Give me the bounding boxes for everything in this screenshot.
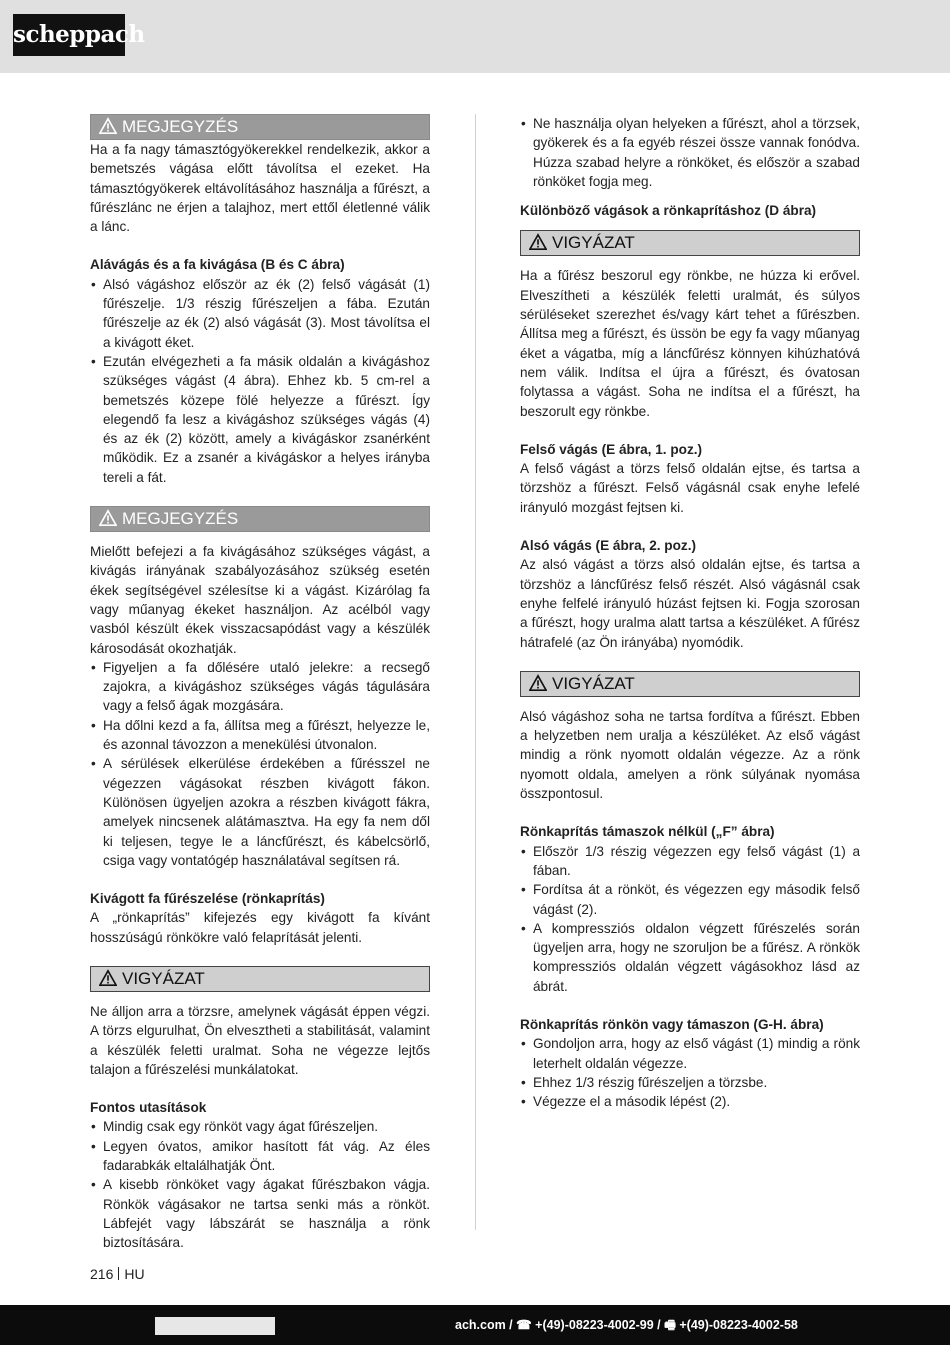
note-title: MEGJEGYZÉS — [122, 509, 239, 529]
list-item: • A kisebb rönköket vagy ágakat fűrészbakon vágja. Rönkök vágásakor ne tartsa senki más a rönköt. Lábfejét vagy lábszárát se használja a rönk biztosítására. — [90, 1175, 430, 1252]
list-item: • Figyeljen a fa dőlésére utaló jelekre: a recsegő zajokra, a kivágáshoz szükséges vágás tágulására vagy a felső ágak mozgására. — [90, 658, 430, 716]
paragraph: A „rönkaprítás” kifejezés egy kivágott fa kívánt hosszúságú rönkökre való felaprítását jelenti. — [90, 910, 430, 945]
warning-title: VIGYÁZAT — [122, 968, 205, 988]
section-heading: Rönkaprítás támaszok nélkül („F” ábra) — [520, 824, 775, 840]
warning-title: VIGYÁZAT — [552, 673, 635, 693]
note-box — [90, 114, 430, 140]
note-text: Mielőtt befejezi a fa kivágásához szükséges vágást, a kivágás irányának szabályozásához szükség esetén ékek segítségével szélesítse ki a vágást. Kizárólag fa vagy műanyag ékeket használjon. Az acélból vagy vasból készült ékek visszacsapódást vagy a készülék károsodását okozhatják. — [90, 544, 430, 656]
page-number: 216 — [90, 1266, 114, 1282]
bullet-list — [520, 842, 860, 996]
warning-text: Alsó vágáshoz soha ne tartsa fordítva a fűrészt. Ebben a helyzetben nem uralja a készüléket. Az első vágást mindig a rönk nyomott oldalán végezze. Az a rönk nyomott oldala, amelyen a rönk súlyának nyomása összpontosul. — [520, 708, 860, 802]
list-item: • Alsó vágáshoz először az ék (2) felső vágását (1) fűrészelje. 1/3 részig fűrészeljen a fába. Ezután fűrészelje az ék (2) alsó vágását (3). Most távolítsa el a kivágott éket. — [90, 275, 430, 352]
warning-triangle-icon — [529, 233, 547, 251]
note-box — [90, 506, 430, 532]
section-heading: Különböző vágások a rönkaprításhoz (D ábra) — [520, 203, 817, 219]
list-item: • Ehhez 1/3 részig fűrészeljen a törzsbe. — [520, 1073, 860, 1092]
warning-triangle-icon — [529, 674, 547, 692]
list-item: • Először 1/3 részig végezzen egy felső vágást (1) a fában. — [520, 842, 860, 881]
list-item: • Végezze el a második lépést (2). — [520, 1092, 860, 1111]
warning-triangle-icon — [99, 117, 117, 135]
brand-logo: scheppach — [13, 14, 125, 56]
right-column — [520, 114, 860, 1111]
note-title: MEGJEGYZÉS — [122, 117, 239, 136]
section-heading: Rönkaprítás rönkön vagy támaszon (G-H. ábra) — [520, 1016, 824, 1032]
list-item: • A kompressziós oldalon végzett fűrészelés során ügyeljen arra, hogy ne szoruljon be a fűrész. A rönkök kompressziós oldalán végzett vágásokhoz lásd az ábrát. — [520, 919, 860, 996]
section-heading: Alávágás és a fa kivágása (B és C ábra) — [90, 257, 345, 273]
warning-box — [520, 230, 860, 256]
list-item: • Gondoljon arra, hogy az első vágást (1) mindig a rönk leterhelt oldalán végezze. — [520, 1034, 860, 1073]
list-item: • Mindig csak egy rönköt vagy ágat fűrészeljen. — [90, 1117, 430, 1136]
section-heading: Alsó vágás (E ábra, 2. poz.) — [520, 538, 697, 554]
bullet-list — [520, 114, 860, 191]
left-column — [90, 114, 430, 1253]
warning-box — [90, 966, 430, 992]
warning-text: Ha a fűrész beszorul egy rönkbe, ne húzza ki erővel. Elveszítheti a készülék feletti uralmát, és súlyos sérüléseket szerezhet és/vagy kárt tehet a fűrészben. Állítsa meg a fűrészt, és üssön be egy fa vagy műanyag éket a vágatba, míg a láncfűrész könnyen kihúzhatóvá nem válik. Indítsa el újra a fűrészt, és óvatosan folytassa a vágást. Soha ne indítsa el a fűrészt, ha beszorult egy rönkbe. — [520, 268, 860, 419]
footer-bar — [0, 1305, 950, 1345]
list-item: • A sérülések elkerülése érdekében a fűrésszel ne végezzen vágásokat részben kivágott fákon. Különösen ügyeljen azokra a részben kivágott fákra, amelyek nincsenek alátámasztva. Ha egy fa nem dől ki teljesen, tegye le a láncfűrészt, és kábelcsörlő, csiga vagy vontatógép használatával segítsen rá. — [90, 754, 430, 870]
bullet-list — [90, 275, 430, 487]
section-heading: Fontos utasítások — [90, 1100, 207, 1116]
page-number-label — [90, 1265, 145, 1284]
warning-text: Ne álljon arra a törzsre, amelynek vágását éppen végzi. A törzs elgurulhat, Ön elvesztheti a stabilitását, valamint a készülék feletti uralmat. Soha ne végezze lejtős talajon a fűrészelési munkálatokat. — [90, 1003, 430, 1077]
section-heading: Kivágott fa fűrészelése (rönkaprítás) — [90, 891, 325, 907]
paragraph: A felső vágást a törzs felső oldalán ejtse, és tartsa a törzshöz a fűrészt. Felső vágásnál csak enyhe lefelé irányuló mozgást fejtsen ki. — [520, 461, 860, 515]
language-code: HU — [124, 1266, 145, 1282]
list-item: • Fordítsa át a rönköt, és végezzen egy második felső vágást (2). — [520, 880, 860, 919]
warning-triangle-icon — [99, 509, 117, 527]
section-heading: Felső vágás (E ábra, 1. poz.) — [520, 441, 703, 457]
paragraph: Az alsó vágást a törzs alsó oldalán ejtse, és tartsa a törzshöz a láncfűrész felső részét. Alsó vágásnál csak enyhe felfelé irányuló húzást fejtsen ki. Fogja szorosan a fűrészt, hogy uralma alatt tartsa a készüléket. A fűrész hátrafelé (az Ön irányába) nyomódik. — [520, 557, 860, 650]
bullet-list — [90, 658, 430, 870]
bullet-list — [520, 1034, 860, 1111]
list-item: • Ezután elvégezheti a fa másik oldalán a kivágáshoz szükséges vágást (4 ábra). Ehhez kb. 5 cm-rel a bemetszés közepe fölé helyezze a fűrészt. Így elegendő fa lesz a kivágáshoz szükséges vágás (4) és az ék (2) között, amely a kivágáskor zsanérként működik. Ez a zsanér a kivágáskor a helyes irányba tereli a fát. — [90, 352, 430, 487]
warning-title: VIGYÁZAT — [552, 233, 635, 253]
list-item: • Ha dőlni kezd a fa, állítsa meg a fűrészt, helyezze le, és azonnal távozzon a menekülési útvonalon. — [90, 716, 430, 755]
list-item: • Legyen óvatos, amikor hasított fát vág. Az éles fadarabkák eltalálhatják Önt. — [90, 1137, 430, 1176]
column-divider — [475, 114, 476, 1230]
redacted-block — [155, 1317, 275, 1335]
header-bar — [0, 0, 950, 73]
warning-triangle-icon — [99, 969, 117, 987]
warning-box — [520, 671, 860, 697]
contact-info: ach.com / ☎ +(49)-08223-4002-99 / 🖷 +(49)-08223-4002-58 — [455, 1318, 798, 1332]
note-text: Ha a fa nagy támasztógyökerekkel rendelkezik, akkor a bemetszés vágása előtt távolítsa el ezeket. Ha támasztógyökerek eltávolításához használja a fűrészt, a fűrészlánc ne érjen a talajhoz, mert ettől életlenné válik a lánc. — [90, 142, 430, 235]
list-item: • Ne használja olyan helyeken a fűrészt, ahol a törzsek, gyökerek és a fa egyéb részei össze vannak fonódva. Húzza szabad helyre a rönköket, és először a szabad rönköket fogja meg. — [520, 114, 860, 191]
bullet-list — [90, 1117, 430, 1252]
